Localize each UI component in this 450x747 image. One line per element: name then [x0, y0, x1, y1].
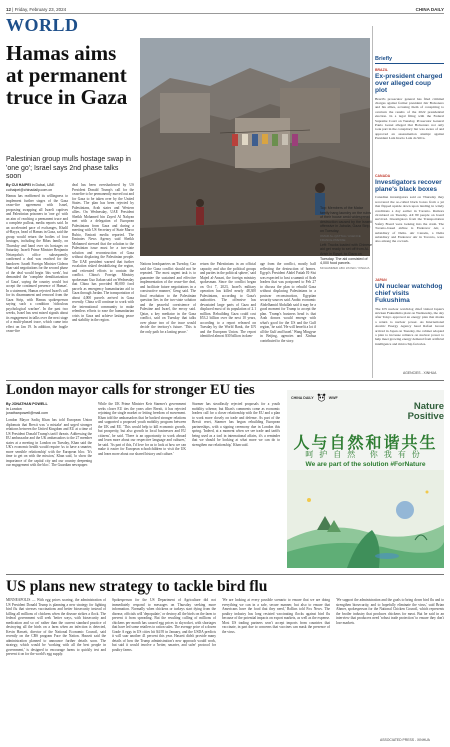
ad-chinese-subline: 呵护自然 你我有份 [305, 450, 426, 459]
brief-tag: JAPAN [375, 278, 387, 282]
lead-byline-name: By CUI HAIPEI [6, 183, 31, 187]
brief-body: Canadian investigators said on Thursday they recovered the so-called black boxes from a jet that flipped upside down upon landing in windy conditions a day earlier in Toronto. Rumors circulated on Tuesday. All 80 people on board survived. Investigators from the Transportation Safety Board were looking into the crash. The Toronto-based airline is Endeavor Air, a subsidiary of Delta. Air Canada, a Delta subsidiary and Endeavor Air in Toronto, were also among the cocrash. [375, 195, 444, 244]
us-body-col4: 'We support the administration and the goals to bring down bird flu and to strengthen biosecurity, and to hopefully eliminate the virus,' said Brian Ahmer, spokesperson for the National Chicken Council, which represents the broiler industry that produces chickens for meat. But he said in an interview that producers need 'robust trade protection' to ensure they don't lose markets. [336, 598, 444, 625]
lead-body-col4: return the Palestinians in an official capacity and also the political groups and parties in the political sphere,' said Majed al-Ansari, the foreign ministry spokesman. Since the conflict began on Oct 7, 2023, Israel's military operation has killed nearly 48,300 Palestinians, according to Gaza's authorities. The offensive has devastated large parts of Gaza and displaced most of its population of 2.1 million. Rebuilding Gaza could cost $53.2 billion over the next 10 years, according to a report released on Tuesday by the World Bank, the UN and the European Union. The report identified almost $30 billion in dam- [200, 262, 256, 338]
us-body-col3: 'We are looking at every possible scenario to ensure that we are doing everything we can in a safe, secure manner, but also to ensure that Americans have the food that they need,' Rollins told Fox News. The poultry industry has long resisted vaccinating flocks against bird flu because of the potential impacts on export markets, as well as the expense. Most US trading partners won't accept imports from countries that vaccinate, in part due to concerns that vaccines can mask the presence of the virus. [222, 598, 330, 634]
caption-left-text: Left: Trucks loaded with Chinese aid get ready to set off from Al-Arish in Egypt, to Gaza on Tuesday. The aid consisted of 4,000 food parcels. [320, 242, 372, 266]
lead-body-col3: Nations headquarters on Tuesday, Cao said the Gaza conflict should not be repeated. 'The most urgent task is to guarantee the sustained and effective implementation of the cease-fire deal, and facilitate future negotiations in a constructive manner,' Geng said. The final resolution to the Palestinian question lies in the two-state solution and the peaceful coexistence of Palestine and Israel, the envoy said. Qatar, a key mediator in the Gaza conflict, said on Tuesday that talks over phase two of the truce would decide the territory's future. 'This is the only path for a lasting peace.' [140, 262, 196, 334]
brief-tag: CANADA [375, 174, 391, 178]
section-divider [6, 574, 444, 575]
china-daily-logo: CHINA DAILY [291, 395, 314, 400]
ad-tagline: Nature Positive [407, 401, 444, 422]
ad-nature-illustration [287, 470, 444, 568]
publication-name: CHINA DAILY [415, 6, 444, 12]
us-body-col1: MINNEAPOLIS — With egg prices soaring, the administration of US President Donald Trump is planning a new strategy for fighting bird flu that stresses vaccinations and better biosecurity instead of killing all millions of chickens when the disease strikes a flock. The federal government will seek 'better ways, with biosecurity and medication and so on' rather than the current standard practice of destroying all the birds on a farm when an infection is detected, Kevin Hassett, director of the National Economic Council, said recently on the CBS program Face the Nation. Hassett said the administration planned to announce further details soon. The strategy, which would be 'working with all the best people in government,' is designed to encourage farms to quickly test and prevent it on for the world's egg supply. [6, 598, 106, 656]
nature-positive-ad[interactable] [287, 390, 444, 568]
page-header [6, 5, 444, 14]
lead-body-col5: age from the conflict, mostly half reflecting the destruction of homes. Egypt's President Abdel Fattah El-Sisi was expected to host a summit of Arab leaders that was postponed to Feb 27 to discuss the plan to rebuild Gaza without displacing Palestinians in a postwar reconstruction, Egyptian security sources said. Arabic economic Abdelhamid Abdullah said it may be a good moment for Trump to accept the plan. 'Trump's business head is that Arab donors would emerge with what's good for the US and the Gulf region,' he said. 'He will benefit a lot if all the Gulf and Israel.' Wang Mingyue in Beijing, agencies and Xinhua contributed to the story. [260, 262, 316, 343]
brief-headline[interactable]: UN nuclear watchdog chief visits Fukushima [375, 283, 443, 305]
london-byline [6, 402, 92, 416]
lead-body-col1: Hamas has reaffirmed its willingness to implement further stages of the Gaza cease-fire agreement with Israel, proposing swapping all Israeli captives and Palestinian prisoners in 'one go' with an aim of reaching a permanent truce and a complete pullout, media reports said. In an accelerated pace of exchanges, Khalil al-Hayya, head of Hamas in Gaza, said the group would return the bodies of four hostages, including the Bibas family, on Thursday and hand over six hostages on Saturday. Israeli Prime Minister Benjamin Netanyahu's office subsequently confirmed a deal was reached for the handover. Israeli Foreign Minister Gideon Saar said negotiations for the second phase of the deal would begin 'this week', but demanded the 'complete demilitarization of Gaza', saying the country would 'not accept the continued presence of Hamas'. In a statement, Hamas rejected Israel's call for its disarmament and removal from the Gaza Strip, with Hamas spokesperson saying such a condition 'ridiculous psychological warfare'. In the past two weeks, Israel has sent mixed signals about its engagement in talks over the next stage of a multi-phased truce, which came into effect on Jan 19. In addition, the fragile cease-fire [6, 194, 68, 333]
lead-subheadline: Palestinian group mulls hostage swap in 'one go'; Israel says 2nd phase talks soon [6, 156, 131, 180]
brief-body: Brazil's prosecutor general has filed criminal charges against former president Jair Bolsonaro and his allies, accusing them of conspiring to overturn the results of the 2022 presidential election. In a legal filing with the Federal Supreme Court on Tuesday, Prosecutor General Paulo Gonet alleged that Bolsonaro not only took part in the conspiracy but was aware of and approved an assassination attempt against President Luiz Inacio Lula da Silva. [375, 96, 444, 141]
caption-top-text: Top: Members of the Matar family hang laundry on the ruins of their house amid widespread destruction caused by the Israeli offensive in Jabalia, Gaza Strip, on Tuesday. [320, 206, 372, 233]
us-headline: US plans new strategy to tackle bird flu [6, 578, 268, 595]
wwf-logo: WWF [328, 395, 338, 400]
briefly-sidebar [375, 26, 444, 378]
briefly-rule [375, 63, 444, 64]
london-body-col2: While the UK Prime Minister Keir Starmer's government seeks closer EU ties the years after Brexit, it has rejected rejoining the single market or letting freedom of movement. Khan told the ambassadors that he backed stronger relations and supported a proposed youth mobility program between the UK and EU. 'This would help to kill economic growth, but prosperity, but also growth in local businesses and EU citizens', he said. 'There is an opportunity to work abroad and learn more about our respective language and cultures,' he said. 'As part of this, I'd love for us to look at how we can make it easier for European schoolchildren to visit the UK and learn more about our shared history and culture.' [98, 402, 186, 456]
caption-left-credit: MOHAMMED ABU ZAYED / XINHUA [320, 265, 370, 270]
page-date: Friday, February 23, 2024 [14, 6, 67, 12]
ad-logos [291, 393, 338, 402]
london-body-col1: London Mayor Sadiq Khan has told European Union diplomats that Brexit was 'a mistake' and urged stronger relations between the United Kingdom and EU at a time of US President Donald Trump's tariff threats. Addressing the EU ambassador and the UK ambassadors to the 27 member states at a meeting in London on Tuesday, Khan said the UK's economic health would require 'us to have a smarter, more sensible relationship' with the European bloc. 'It's time to get on with the mission,' Khan said, 'to show the importance of the capital city and our country deepening our engagement with the bloc'. The Guardian newspaper. [6, 418, 92, 467]
page-number: 12 [6, 6, 12, 12]
lead-byline [6, 183, 68, 192]
section-title: WORLD [6, 15, 79, 35]
brief-item [375, 174, 444, 244]
london-byline-email[interactable]: jonathanpowell@mail.com [6, 411, 49, 415]
lead-byline-email[interactable]: cuihaipei@chinadaily.com.cn [6, 187, 53, 192]
us-body-col2: Spokesperson for the US Department of Agriculture did not immediately respond to messages on Thursday seeking more information. Normally when chickens or turkeys start dying from the disease, officials will 'depopulate,' or destroy all the birds on the farm to prevent it from spreading. But the resulting culling of millions of chickens per month has caused egg prices to skyrocket, with shortages that have led some retailers to ration sales. The average price of a dozen Grade A eggs in US cities hit $4.95 in January, and the USDA predicts it will soar another 41 percent this year. Hassett didn't provide many details of how the Trump administration's new approach would work, but said it would involve a 'better, smarter, and safer' protocol for poultry farms. [112, 598, 216, 652]
brief-body: The UN nuclear watchdog chief visited Japan's stricken Fukushima plant on Wednesday, the day after Tokyo approved an energy plan that marks a return to nuclear power. As International Atomic Energy Agency head Rafael Grossi arrived in Japan on Tuesday, the cabinet adopted a plan to increase reliance on nuclear power to help meet growing energy demand from artificial intelligence and microchip factories. [375, 306, 444, 346]
brief-item [375, 68, 444, 141]
london-body-col3: Starmer has steadfastly rejected proposals for a youth mobility scheme, but Khan's comments come as economic leaders call for a closer relationship with the EU and a plan to work more closely on trade and defense. As part of the Brexit reset, Starmer has begun rebuilding European partnerships, with a signing ceremony due in London this spring. 'Indeed, at a moment when we see trade and tariffs being used as a tool in international affairs, it's a reminder that we should be looking at what more we can do to strengthen our relationship,' Khan said. [192, 402, 280, 447]
london-byline-name: By JONATHAN POWELL [6, 402, 48, 406]
caption-top-credit: OMAR AL-QATTAA / AGENCE FRANCE-PRESSE [320, 233, 361, 243]
section-divider [6, 380, 444, 381]
brief-headline[interactable]: Investigators recover plane's black boxes [375, 179, 442, 194]
london-byline-location: in London [6, 406, 22, 411]
briefly-label: Briefly [375, 56, 393, 62]
lead-byline-location: in Dubai, UAE [31, 183, 55, 187]
sidebar-divider [372, 26, 373, 378]
ad-chinese-headline: 人与自然和谐共生 [293, 433, 438, 452]
brief-headline[interactable]: Ex-president charged over alleged coup plot [375, 73, 443, 95]
panda-icon [317, 393, 326, 402]
us-credit: ASSOCIATED PRESS - XINHUA [380, 738, 430, 742]
briefly-credit: AGENCIES - XINHUA [403, 371, 437, 375]
lead-body-col2: deal has been overshadowed by US President Donald Trump's call for the ceasefire to be permanently moved out and for Gaza to be taken over by the United States. The plan has been rejected by Palestinians, Arab states and Western allies. On Wednesday, UAE President Sheikh Mohamed bin Zayed Al Nahyan met with a delegation of European Palestinians from Gaza and during a meeting with US Secretary of State Marco Rubio, Emirati media reported. The Emirates News Agency said Sheikh Mohamed stressed that the solution to the Palestinian issue must be a two-state solution and reconstruction of Gaza without displacing the Palestinian people. The UAE president warned that further escalation risked destabilizing the region, and reiterated efforts to contain the conflict. China's Foreign Ministry spokesman Guo Jiakun said on Wednesday that China has provided 80,000 food parcels as emergency humanitarian aid to Gaza through Jordan. The transportation of about 4,000 parcels arrived in Gaza recently. China will continue to work with the international community to make relentless efforts to ease the humanitarian crisis in Gaza and achieve lasting peace and stability in the region. [72, 183, 134, 322]
ad-english-line: We are part of the solution #ForNature [305, 461, 426, 468]
caption-top [320, 206, 372, 270]
london-headline: London mayor calls for stronger EU ties [6, 382, 255, 398]
page-number-date: 12 | Friday, February 23, 2024 [6, 6, 67, 12]
brief-item [375, 278, 444, 346]
lead-headline: Hamas aims at permanent truce in Gaza [6, 41, 128, 109]
brief-tag: BRAZIL [375, 68, 388, 72]
